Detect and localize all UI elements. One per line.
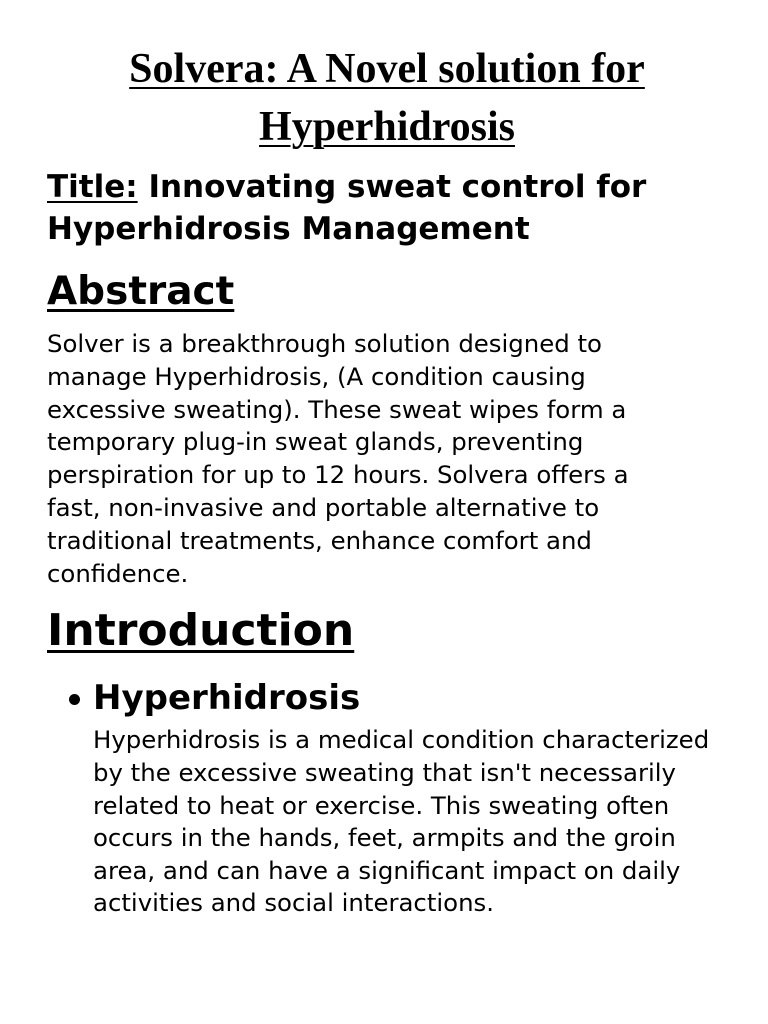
introduction-section [47,602,727,920]
document-page [47,40,727,920]
abstract-heading: Abstract [47,269,235,314]
list-item-body: Hyperhidrosis is a medical condition characterized by the excessive sweating that isn't necessarily related to heat or exercise. This sweating often occurs in the hands, feet, armpits and the groin area, and can have a significant impact on daily activities and social interactions. [93,725,710,918]
introduction-heading: Introduction [47,605,355,657]
document-subtitle [47,166,727,250]
subtitle-label: Title: [47,169,138,205]
subtitle-text: Innovating sweat control for Hyperhidrosis Management [47,169,647,247]
bullet-icon [69,694,80,705]
introduction-list [47,674,727,920]
abstract-body: Solver is a breakthrough solution designed to manage Hyperhidrosis, (A condition causing excessive sweating). These sweat wipes form a temporary plug-in sweat glands, preventing perspiration for up to 12 hours. Solvera offers a fast, non-invasive and portable alternative to traditional treatments, enhance comfort and confidence. [47,329,629,588]
list-item [47,674,727,920]
document-title: Solvera: A Novel solution for Hyperhidrosis [129,46,645,150]
list-item-heading: Hyperhidrosis [93,678,361,719]
abstract-section [47,266,727,590]
